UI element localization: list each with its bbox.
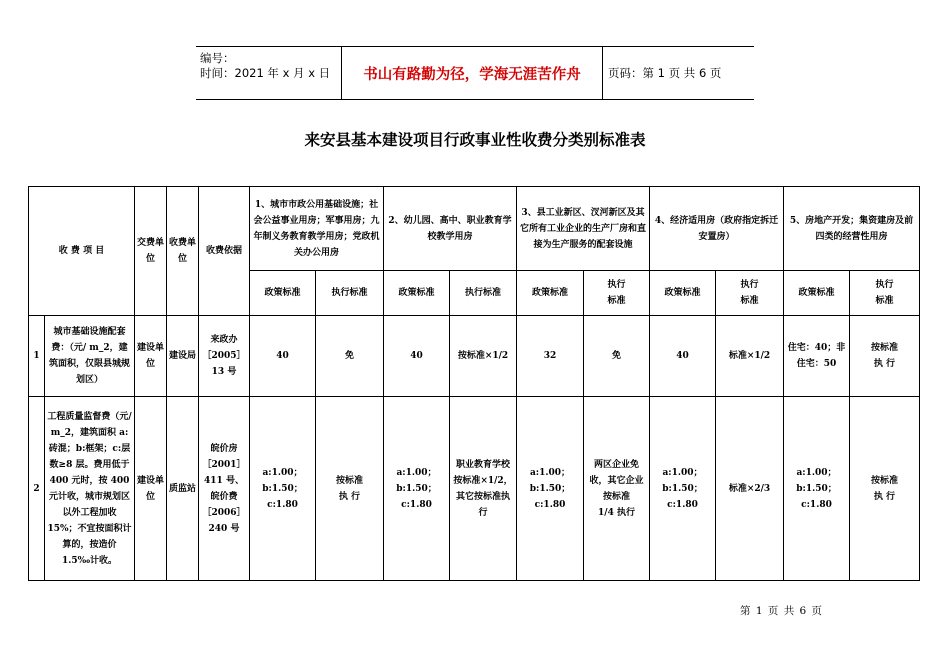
row-value: 按标准 执 行 xyxy=(850,316,920,397)
row-collector: 建设局 xyxy=(167,316,199,397)
row-value: a:1.00； b:1.50； c:1.80 xyxy=(250,397,316,581)
sub-header: 政策标准 xyxy=(784,271,850,316)
sub-header: 执行 标准 xyxy=(584,271,650,316)
table-row xyxy=(29,397,920,581)
category-header: 5、房地产开发；集资建房及前四类的经营性用房 xyxy=(784,187,920,271)
row-value: 标准×2/3 xyxy=(716,397,784,581)
category-header: 3、县工业新区、汊河新区及其它所有工业企业的生产厂房和直接为生产服务的配套设施 xyxy=(517,187,650,271)
col-payer-header: 交费单位 xyxy=(135,187,167,316)
page-footer: 第 1 页 共 6 页 xyxy=(740,605,824,617)
row-value: 40 xyxy=(384,316,450,397)
row-value: a:1.00； b:1.50； c:1.80 xyxy=(650,397,716,581)
sub-header: 政策标准 xyxy=(384,271,450,316)
row-collector: 质监站 xyxy=(167,397,199,581)
row-value: 住宅：40；非住宅：50 xyxy=(784,316,850,397)
table-header-row xyxy=(29,187,920,271)
row-value: 按标准 执 行 xyxy=(316,397,384,581)
table-row xyxy=(29,316,920,397)
sub-header: 执行 标准 xyxy=(716,271,784,316)
category-header: 2、幼儿园、高中、职业教育学校教学用房 xyxy=(384,187,517,271)
row-value: 两区企业免收，其它企业按标准 1/4 执行 xyxy=(584,397,650,581)
document-header xyxy=(196,46,754,100)
sub-header: 政策标准 xyxy=(517,271,584,316)
sub-header: 执行 标准 xyxy=(850,271,920,316)
header-meta xyxy=(200,51,330,81)
fee-standard-table xyxy=(28,186,920,581)
row-item: 城市基础设施配套费：（元/ m_2，建筑面积，仅限县城规划区） xyxy=(45,316,135,397)
row-value: 职业教育学校按标准×1/2，其它按标准执行 xyxy=(450,397,517,581)
col-item-header: 收 费 项 目 xyxy=(29,187,135,316)
row-index: 2 xyxy=(29,397,45,581)
number-label: 编号： xyxy=(200,51,235,65)
row-value: a:1.00； b:1.50； c:1.80 xyxy=(384,397,450,581)
row-value: a:1.00； b:1.50； c:1.80 xyxy=(784,397,850,581)
sub-header: 执行标准 xyxy=(316,271,384,316)
row-value: 按标准×1/2 xyxy=(450,316,517,397)
sub-header: 政策标准 xyxy=(650,271,716,316)
row-payer: 建设单位 xyxy=(135,397,167,581)
col-basis-header: 收费依据 xyxy=(199,187,250,316)
row-basis: 皖价房［2001］411 号、皖价费［2006］240 号 xyxy=(199,397,250,581)
row-index: 1 xyxy=(29,316,45,397)
row-value: 按标准 执 行 xyxy=(850,397,920,581)
row-basis: 来政办［2005］13 号 xyxy=(199,316,250,397)
row-value: 免 xyxy=(584,316,650,397)
category-header: 4、经济适用房（政府指定拆迁安置房） xyxy=(650,187,784,271)
header-divider xyxy=(602,47,603,99)
header-page-label: 页码：第 1 页 共 6 页 xyxy=(608,66,722,80)
col-collector-header: 收费单位 xyxy=(167,187,199,316)
row-value: a:1.00； b:1.50； c:1.80 xyxy=(517,397,584,581)
row-item: 工程质量监督费（元/ m_2，建筑面积 a:砖混；b:框架；c:层数≥8 层。费用低于 400 元时，按 400 元计收，城市规划区以外工程加收 15%；不宜按面积计算的，按造价 1.5‰计收。 xyxy=(45,397,135,581)
row-payer: 建设单位 xyxy=(135,316,167,397)
row-value: 免 xyxy=(316,316,384,397)
document-title: 来安县基本建设项目行政事业性收费分类别标准表 xyxy=(304,131,646,149)
sub-header: 执行标准 xyxy=(450,271,517,316)
sub-header: 政策标准 xyxy=(250,271,316,316)
row-value: 32 xyxy=(517,316,584,397)
header-motto: 书山有路勤为径，学海无涯苦作舟 xyxy=(363,66,581,83)
row-value: 40 xyxy=(650,316,716,397)
row-value: 40 xyxy=(250,316,316,397)
time-label: 时间：2021 年 x 月 x 日 xyxy=(200,66,331,80)
row-value: 标准×1/2 xyxy=(716,316,784,397)
category-header: 1、城市市政公用基础设施；社会公益事业用房；军事用房；九年制义务教育教学用房；党政机关办公用房 xyxy=(250,187,384,271)
